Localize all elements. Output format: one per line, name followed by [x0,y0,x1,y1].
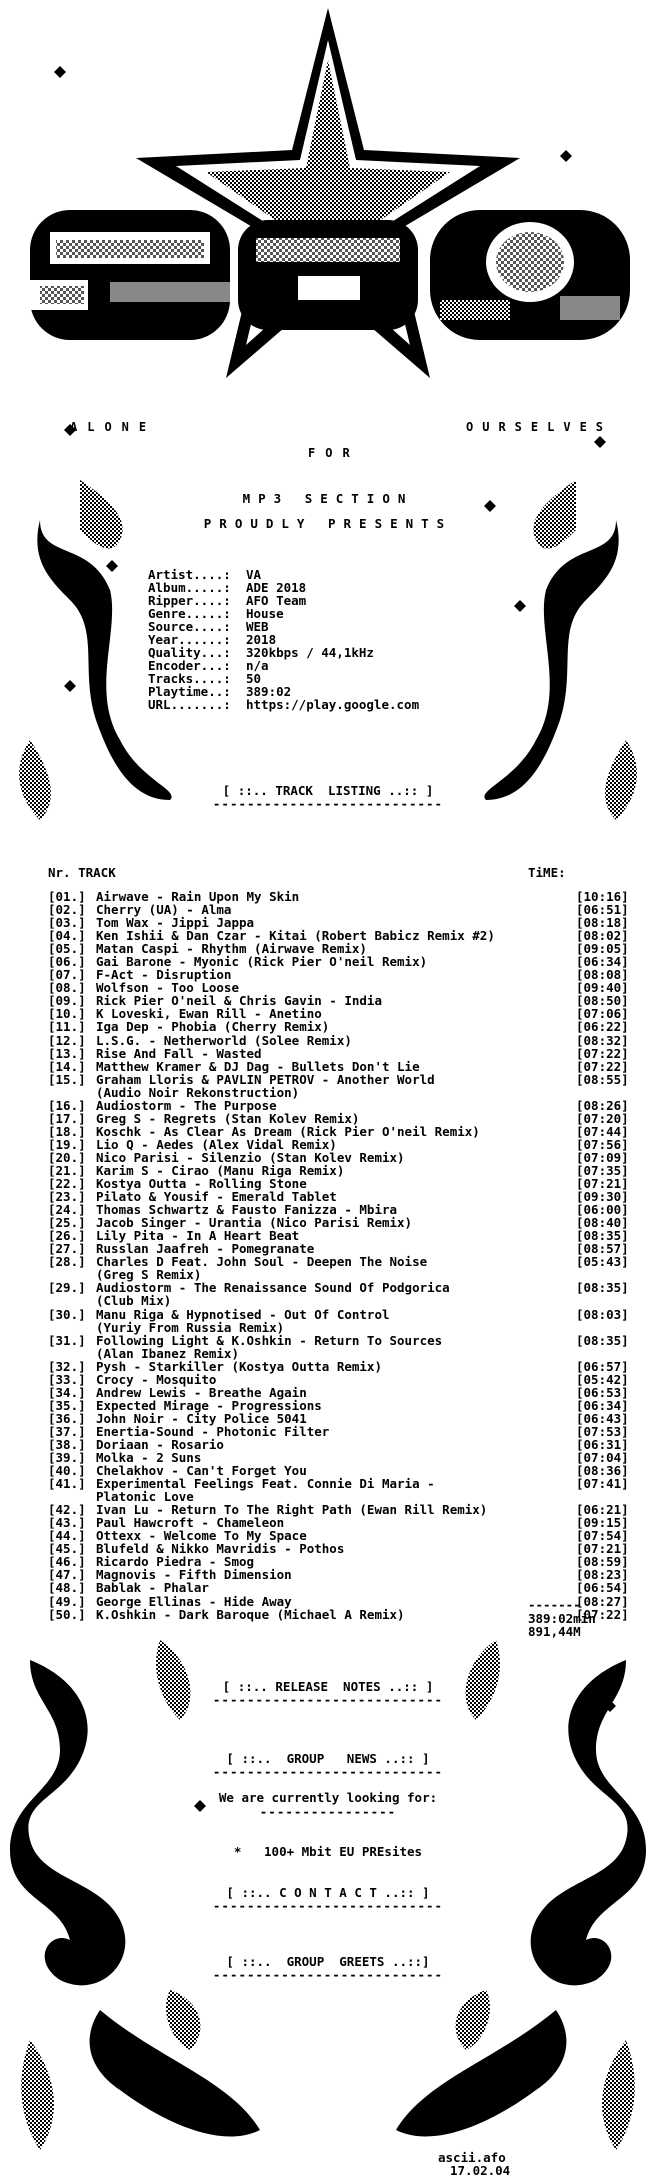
track-nr: [43.] [48,1515,86,1531]
track-row [48,1112,636,1125]
track-nr: [39.] [48,1450,86,1466]
track-row [48,1334,636,1347]
track-row [48,1360,636,1373]
track-title: (Club Mix) [96,1293,172,1309]
track-row [48,1060,636,1073]
total-size: 891,44M [528,1624,581,1639]
track-time [576,1321,636,1334]
track-row [48,1034,636,1047]
track-row [48,1099,636,1112]
track-time [576,1086,636,1099]
info-key: Playtime..: [148,684,231,699]
track-title: (Greg S Remix) [96,1267,202,1283]
track-nr: [16.] [48,1097,86,1113]
track-nr [48,1321,96,1334]
track-title: Graham Lloris & PAVLIN PETROV - Another World [96,1071,435,1087]
track-nr: [49.] [48,1593,86,1609]
track-time: [08:03] [576,1306,629,1322]
track-nr [48,1347,96,1360]
track-title: Lily Pita - In A Heart Beat [96,1228,300,1244]
group-news-title: [ ::.. GROUP NEWS ..:: ] [226,1751,430,1766]
track-title: John Noir - City Police 5041 [96,1410,307,1426]
track-title: George Ellinas - Hide Away [96,1593,292,1609]
track-title: Lio Q - Aedes (Alex Vidal Remix) [96,1136,337,1152]
track-title: (Audio Noir Rekonstruction) [96,1084,300,1100]
track-title: Nico Parisi - Silenzio (Stan Kolev Remix) [96,1149,405,1165]
track-nr: [05.] [48,941,86,957]
track-nr: [36.] [48,1410,86,1426]
track-time: [05:42] [576,1371,629,1387]
track-title: Thomas Schwartz & Fausto Fanizza - Mbira [96,1202,398,1218]
track-nr: [40.] [48,1463,86,1479]
track-title: Wolfson - Too Loose [96,980,239,996]
track-title: Matan Caspi - Rhythm (Airwave Remix) [96,941,367,957]
info-value: 2018 [246,632,277,647]
track-title: (Yuriy From Russia Remix) [96,1319,285,1335]
track-time: [08:23] [576,1567,629,1583]
track-title: K Loveski, Ewan Rill - Anetino [96,1006,322,1022]
track-time: [06:22] [576,1019,629,1035]
track-time: [07:53] [576,1423,629,1439]
track-nr: [07.] [48,967,86,983]
info-value: 389:02 [246,684,292,699]
track-title: Jacob Singer - Urantia (Nico Parisi Remix) [96,1215,413,1231]
track-time: [07:44] [576,1123,629,1139]
footer-author: ascii.afo [438,2150,506,2165]
track-listing-underline: --------------------------- [212,796,444,811]
track-time: [06:34] [576,1397,629,1413]
release-info [148,568,419,711]
release-notes-underline: --------------------------- [212,1692,444,1707]
track-title: Greg S - Regrets (Stan Kolev Remix) [96,1110,360,1126]
track-nr: [17.] [48,1110,86,1126]
track-row [48,1047,636,1060]
track-nr: [10.] [48,1006,86,1022]
info-key: Source....: [148,619,231,634]
track-row [48,1386,636,1399]
track-time: [09:40] [576,980,629,996]
track-nr: [29.] [48,1280,86,1296]
section-label: MP3 SECTION [242,491,414,506]
greets-title: [ ::.. GROUP GREETS ..::] [226,1954,430,1969]
track-time: [07:22] [576,1606,629,1622]
track-row [48,1138,636,1151]
info-value: 50 [246,671,262,686]
track-nr: [28.] [48,1254,86,1270]
tagline-middle: FOR [308,446,360,460]
track-time: [08:08] [576,967,629,983]
track-nr: [01.] [48,889,86,904]
track-nr: [09.] [48,993,86,1009]
track-nr: [20.] [48,1149,86,1165]
track-row [48,1412,636,1425]
track-nr: [30.] [48,1306,86,1322]
track-time: [06:31] [576,1436,629,1452]
track-nr: [03.] [48,915,86,931]
track-title: Manu Riga & Hypnotised - Out Of Control [96,1306,390,1322]
info-row [148,698,419,711]
track-nr: [47.] [48,1567,86,1583]
tagline-left: ALONE [70,420,157,434]
track-time: [08:50] [576,993,629,1009]
track-time: [08:26] [576,1097,629,1113]
track-time: [07:35] [576,1162,629,1178]
track-row [48,1373,636,1386]
info-value: VA [246,567,262,582]
track-time: [07:09] [576,1149,629,1165]
track-nr: [26.] [48,1228,86,1244]
group-news-underline: --------------------------- [212,1764,444,1779]
track-nr: [06.] [48,954,86,970]
track-row [48,1347,636,1360]
track-nr: [12.] [48,1032,86,1048]
column-time: TiME: [528,865,566,880]
track-time: [07:22] [576,1045,629,1061]
track-time: [08:59] [576,1554,629,1570]
track-title: Audiostorm - The Purpose [96,1097,277,1113]
track-nr: [42.] [48,1502,86,1518]
track-nr [48,1086,96,1099]
track-title: Charles D Feat. John Soul - Deepen The Noise [96,1254,428,1270]
track-title: Koschk - As Clear As Dream (Rick Pier O'neil Remix) [96,1123,480,1139]
track-time: [07:06] [576,1006,629,1022]
track-nr: [34.] [48,1384,86,1400]
track-row [48,1294,636,1307]
track-title: (Alan Ibanez Remix) [96,1345,239,1361]
info-value: AFO Team [246,593,307,608]
track-title: Ivan Lu - Return To The Right Path (Ewan Rill Remix) [96,1502,488,1518]
track-title: Tom Wax - Jippi Jappa [96,915,255,931]
track-time: [08:55] [576,1071,629,1087]
track-time: [05:43] [576,1254,629,1270]
track-time: [06:00] [576,1202,629,1218]
info-value: ADE 2018 [246,580,307,595]
track-row [48,1321,636,1334]
info-value: WEB [246,619,269,634]
track-row [48,1125,636,1138]
track-time: [08:32] [576,1032,629,1048]
info-key: Quality...: [148,645,231,660]
track-title: K.Oshkin - Dark Baroque (Michael A Remix) [96,1606,405,1622]
track-nr: [24.] [48,1202,86,1218]
track-time: [08:40] [576,1215,629,1231]
track-nr: [19.] [48,1136,86,1152]
track-time: [06:51] [576,902,629,918]
afo-letters-icon [28,210,630,340]
track-title: Cherry (UA) - Alma [96,902,232,918]
track-title: Molka - 2 Suns [96,1450,202,1466]
track-nr: [27.] [48,1241,86,1257]
totals-separator: ------- [528,1597,581,1612]
track-time [576,1294,636,1307]
track-title: Ottexx - Welcome To My Space [96,1528,307,1544]
track-nr: [04.] [48,928,86,944]
track-row [48,1581,636,1594]
track-nr: [32.] [48,1358,86,1374]
track-title: Matthew Kramer & DJ Dag - Bullets Don't Lie [96,1058,420,1074]
contact-underline: --------------------------- [212,1898,444,1913]
track-title: Ken Ishii & Dan Czar - Kitai (Robert Babicz Remix #2) [96,928,495,944]
track-nr: [22.] [48,1176,86,1192]
track-row [48,1399,636,1412]
track-list [48,890,636,1621]
track-title: Chelakhov - Can't Forget You [96,1463,307,1479]
track-time: [07:22] [576,1058,629,1074]
track-title: Iga Dep - Phobia (Cherry Remix) [96,1019,330,1035]
info-key: Encoder...: [148,658,231,673]
track-nr: [23.] [48,1189,86,1205]
track-title: Kostya Outta - Rolling Stone [96,1176,307,1192]
track-title: Following Light & K.Oshkin - Return To Sources [96,1332,443,1348]
track-title: Rise And Fall - Wasted [96,1045,262,1061]
track-nr: [41.] [48,1476,86,1492]
track-time: [07:21] [576,1176,629,1192]
track-time: [08:02] [576,928,629,944]
track-title: Blufeld & Nikko Mavridis - Pothos [96,1541,345,1557]
track-row [48,1425,636,1438]
track-nr: [02.] [48,902,86,918]
track-nr: [13.] [48,1045,86,1061]
track-title: Airwave - Rain Upon My Skin [96,889,300,904]
track-nr [48,1294,96,1307]
track-time: [08:27] [576,1593,629,1609]
track-nr: [35.] [48,1397,86,1413]
track-row [48,1308,636,1321]
track-title: Doriaan - Rosario [96,1436,224,1452]
track-title: F-Act - Disruption [96,967,232,983]
track-time: [09:30] [576,1189,629,1205]
track-title: Andrew Lewis - Breathe Again [96,1384,307,1400]
track-nr: [08.] [48,980,86,996]
info-value: https://play.google.com [246,697,420,712]
track-title: Expected Mirage - Progressions [96,1397,322,1413]
track-nr: [21.] [48,1162,86,1178]
track-title: Paul Hawcroft - Chameleon [96,1515,285,1531]
track-time: [07:41] [576,1476,629,1492]
track-title: Gai Barone - Myonic (Rick Pier O'neil Remix) [96,954,428,970]
footer-date: 17.02.04 [450,2163,511,2178]
track-title: Bablak - Phalar [96,1580,209,1596]
track-title: Pilato & Yousif - Emerald Tablet [96,1189,337,1205]
track-time: [08:18] [576,915,629,931]
track-title: Rick Pier O'neil & Chris Gavin - India [96,993,382,1009]
track-time: [07:56] [576,1136,629,1152]
looking-for-underline: ---------------- [259,1804,397,1819]
track-time: [08:35] [576,1280,629,1296]
total-playtime: 389:02min [528,1611,596,1626]
track-time: [07:54] [576,1528,629,1544]
track-time: [10:16] [576,889,629,904]
scroll-ornament-right-icon [484,480,636,820]
track-title: L.S.G. - Netherworld (Solee Remix) [96,1032,352,1048]
track-nr: [33.] [48,1371,86,1387]
presents-label: PROUDLY PRESENTS [203,516,453,531]
track-time: [08:35] [576,1228,629,1244]
track-listing-title: [ ::.. TRACK LISTING ..:: ] [222,783,434,798]
info-key: Year......: [148,632,231,647]
track-nr: [31.] [48,1332,86,1348]
column-nr-track: Nr. TRACK [48,865,116,880]
track-nr: [44.] [48,1528,86,1544]
info-value: n/a [246,658,269,673]
track-title: Enertia-Sound - Photonic Filter [96,1423,330,1439]
track-row [48,1073,636,1086]
track-time: [06:57] [576,1358,629,1374]
greets-underline: --------------------------- [212,1967,444,1982]
track-time: [06:54] [576,1580,629,1596]
track-time: [06:43] [576,1410,629,1426]
track-title: Platonic Love [96,1489,194,1505]
track-nr: [46.] [48,1554,86,1570]
wanted-item: * 100+ Mbit EU PREsites [233,1844,423,1859]
track-nr: [15.] [48,1071,86,1087]
track-nr: [14.] [48,1058,86,1074]
info-key: URL.......: [148,697,231,712]
track-title: Audiostorm - The Renaissance Sound Of Podgorica [96,1280,450,1296]
info-key: Tracks....: [148,671,231,686]
track-nr: [38.] [48,1436,86,1452]
track-time: [06:34] [576,954,629,970]
track-row [48,1020,636,1033]
track-time: [06:53] [576,1384,629,1400]
track-title: Karim S - Cirao (Manu Riga Remix) [96,1162,345,1178]
track-nr: [50.] [48,1606,86,1622]
track-time: [09:15] [576,1515,629,1531]
track-time: [08:35] [576,1332,629,1348]
release-notes-title: [ ::.. RELEASE NOTES ..:: ] [222,1679,434,1694]
track-time: [07:21] [576,1541,629,1557]
info-key: Artist....: [148,567,231,582]
track-title: Experimental Feelings Feat. Connie Di Maria - [96,1476,435,1492]
track-nr: [45.] [48,1541,86,1557]
track-title: Crocy - Mosquito [96,1371,217,1387]
track-nr: [18.] [48,1123,86,1139]
track-title: Magnovis - Fifth Dimension [96,1567,292,1583]
info-key: Album.....: [148,580,231,595]
track-time: [07:04] [576,1450,629,1466]
info-value: 320kbps / 44,1kHz [246,645,374,660]
track-title: Russlan Jaafreh - Pomegranate [96,1241,315,1257]
track-nr: [11.] [48,1019,86,1035]
track-nr: [25.] [48,1215,86,1231]
track-time: [08:36] [576,1463,629,1479]
track-time: [07:20] [576,1110,629,1126]
track-title: Pysh - Starkiller (Kostya Outta Remix) [96,1358,382,1374]
track-time: [06:21] [576,1502,629,1518]
track-time: [09:05] [576,941,629,957]
contact-title: [ ::.. C O N T A C T ..:: ] [226,1885,430,1900]
looking-for-text: We are currently looking for: [218,1790,438,1805]
track-time: [08:57] [576,1241,629,1257]
track-time [576,1347,636,1360]
info-key: Ripper....: [148,593,231,608]
track-nr: [48.] [48,1580,86,1596]
track-title: Ricardo Piedra - Smog [96,1554,255,1570]
track-nr: [37.] [48,1423,86,1439]
tagline-right: OURSELVES [466,420,613,434]
track-row [48,1086,636,1099]
info-value: House [246,606,284,621]
info-key: Genre.....: [148,606,231,621]
